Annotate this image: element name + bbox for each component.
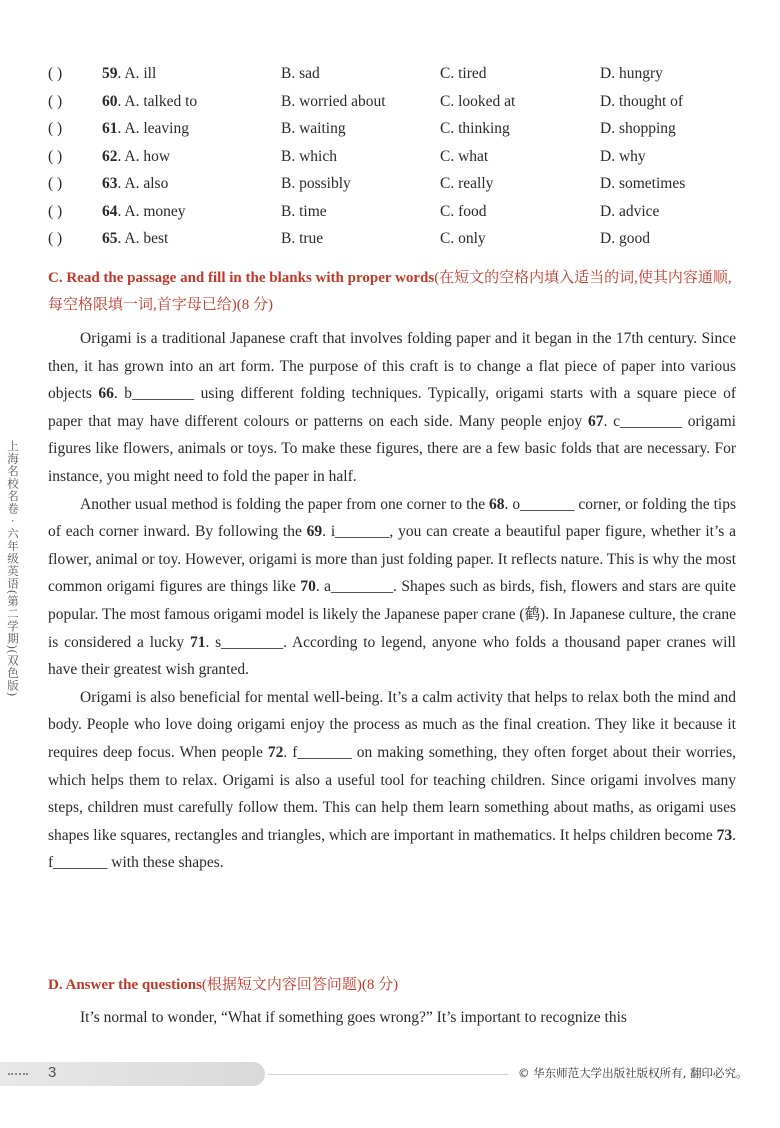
- passage-text: with these shapes.: [107, 854, 224, 872]
- question-number: 59: [102, 65, 118, 82]
- option-d: D. good: [600, 230, 650, 247]
- book-side-title: 上海名校名卷 · 六年级英语(第二学期)(双色版): [6, 440, 18, 697]
- option-a: 64. A. money: [102, 202, 186, 220]
- section-c-heading: [48, 265, 738, 319]
- blank-number-66: 66: [98, 385, 114, 403]
- question-row-64: [48, 200, 748, 228]
- option-a: 65. A. best: [102, 230, 169, 247]
- origami-passage: [48, 325, 736, 877]
- multiple-choice-list: [48, 62, 748, 255]
- answer-blank: ( ): [48, 230, 63, 247]
- footer-rule: [268, 1074, 508, 1075]
- question-number: 61: [102, 120, 118, 137]
- blank-number-72: 72: [267, 743, 284, 761]
- passage-text: , you can create a beautiful paper figure, whether it’s a flower, animal or toy. However, origami is more than just folding paper. It reflects nature. This is why the most common origami figures are things like: [48, 523, 736, 596]
- option-d: D. advice: [600, 202, 660, 220]
- option-b: B. which: [281, 147, 337, 165]
- question-row-61: [48, 117, 748, 145]
- blank-73: . f_______: [48, 826, 736, 872]
- option-c: C. looked at: [440, 92, 516, 110]
- option-b: B. worried about: [281, 92, 386, 110]
- question-number: 64: [102, 202, 118, 220]
- option-c: C. tired: [440, 65, 487, 82]
- option-c: C. thinking: [440, 120, 510, 137]
- blank-number-68: 68: [489, 495, 505, 513]
- blank-71: . s________: [205, 633, 284, 651]
- page-number: 3: [48, 1064, 57, 1081]
- question-number: 60: [102, 92, 118, 110]
- option-d: D. why: [600, 147, 646, 165]
- option-b: B. time: [281, 202, 327, 220]
- option-a-text: A. best: [124, 230, 169, 247]
- option-b: B. sad: [281, 65, 320, 82]
- passage-text: corner, or folding the tips of each corner inward. By following the: [48, 495, 737, 541]
- answer-blank: ( ): [48, 175, 63, 192]
- option-c: C. only: [440, 230, 486, 247]
- passage-paragraph-2: [48, 491, 736, 684]
- footer-bar: [0, 1062, 265, 1086]
- question-row-63: [48, 172, 748, 200]
- option-a-text: A. also: [124, 175, 169, 192]
- option-a-text: A. how: [124, 147, 171, 165]
- option-a: 59. A. ill: [102, 65, 157, 82]
- answer-blank: ( ): [48, 202, 63, 220]
- passage-text: using different folding techniques. Typically, origami starts with a square piece of paper that may have different colours or patterns on each side. Many people enjoy: [48, 385, 737, 430]
- copyright-notice: © 华东师范大学出版社版权所有, 翻印必究。: [518, 1066, 748, 1080]
- question-row-65: [48, 227, 748, 255]
- question-row-59: [48, 62, 748, 90]
- blank-67: . c________: [603, 412, 682, 430]
- question-number: 62: [102, 147, 118, 165]
- passage-text: origami figures like flowers, animals or toys. To make these figures, there are a few basic folds that are necessary. For instance, you might need to fold the paper in half.: [48, 412, 736, 485]
- blank-68: . o_______: [504, 495, 575, 513]
- question-row-62: [48, 145, 748, 173]
- passage-paragraph-3: [48, 684, 736, 877]
- option-c: C. really: [440, 175, 494, 192]
- option-b: B. possibly: [281, 175, 351, 192]
- option-a: 61. A. leaving: [102, 120, 189, 137]
- option-b: B. true: [281, 230, 324, 247]
- option-d: D. shopping: [600, 120, 676, 137]
- section-d-heading: [48, 972, 738, 999]
- section-d-instruction: (根据短文内容回答问题)(8 分): [201, 977, 399, 993]
- answer-blank: ( ): [48, 92, 63, 110]
- question-number: 65: [102, 230, 118, 247]
- footer-divider: [8, 1073, 28, 1075]
- option-c: C. food: [440, 202, 487, 220]
- blank-70: . a________: [315, 578, 394, 596]
- answer-blank: ( ): [48, 65, 63, 82]
- blank-72: . f_______: [283, 743, 352, 761]
- option-a: 60. A. talked to: [102, 92, 198, 110]
- question-number: 63: [102, 175, 118, 192]
- passage-text: Origami is also beneficial for mental well-being. It’s a calm activity that helps to relax both the mind and body. People who love doing origami enjoy the process as much as the final creation. They like it because it requires deep focus. When people: [48, 688, 736, 761]
- passage-text: on making something, they often forget about their worries, which helps them to relax. Origami is also a useful tool for teaching children. Since origami involves many steps, children must carefully follow them. This can help them learn something about maths, as origami uses shapes like squares, rectangles and triangles, which are important in mathematics. It helps children become: [48, 743, 736, 844]
- blank-number-67: 67: [587, 412, 604, 430]
- question-row-60: [48, 90, 748, 118]
- passage-text: . According to legend, anyone who folds a thousand paper cranes will have their greatest wish granted.: [48, 633, 736, 679]
- section-d-passage: [48, 1004, 736, 1032]
- answer-blank: ( ): [48, 120, 63, 137]
- section-c-instruction: (在短文的空格内填入适当的词,使其内容通顺,每空格限填一词,首字母已给)(8 分): [48, 270, 732, 313]
- option-d: D. thought of: [600, 92, 684, 110]
- blank-number-69: 69: [306, 523, 323, 541]
- passage-text: Origami is a traditional Japanese craft that involves folding paper and it began in the 17th century. Since then, it has grown into an art form. The purpose of this craft is to change a flat piece of paper into various objects: [48, 330, 736, 403]
- passage-text: Another usual method is folding the paper from one corner to the: [80, 495, 490, 513]
- section-d-intro: It’s normal to wonder, “What if something goes wrong?” It’s important to recognize this: [80, 1009, 627, 1026]
- option-a-text: A. money: [124, 202, 186, 220]
- option-d: D. hungry: [600, 65, 663, 82]
- passage-text: . Shapes such as birds, fish, flowers and stars are quite popular. The most famous origami model is likely the Japanese paper crane (鹤). In Japanese culture, the crane is considered a lucky: [48, 578, 736, 651]
- option-a-text: A. leaving: [124, 120, 189, 137]
- section-c-title: C. Read the passage and fill in the blanks with proper words: [48, 270, 435, 286]
- blank-number-71: 71: [189, 633, 206, 651]
- answer-blank: ( ): [48, 147, 63, 165]
- blank-number-70: 70: [300, 578, 316, 596]
- blank-69: . i_______: [322, 523, 390, 541]
- option-a-text: A. ill: [124, 65, 157, 82]
- option-a-text: A. talked to: [124, 92, 198, 110]
- option-b: B. waiting: [281, 120, 346, 137]
- passage-paragraph-1: [48, 325, 736, 491]
- section-d-title: D. Answer the questions: [48, 977, 202, 993]
- option-d: D. sometimes: [600, 175, 686, 192]
- option-a: 62. A. how: [102, 147, 171, 165]
- blank-number-73: 73: [716, 826, 733, 844]
- blank-66: . b________: [113, 385, 195, 403]
- option-a: 63. A. also: [102, 175, 169, 192]
- option-c: C. what: [440, 147, 489, 165]
